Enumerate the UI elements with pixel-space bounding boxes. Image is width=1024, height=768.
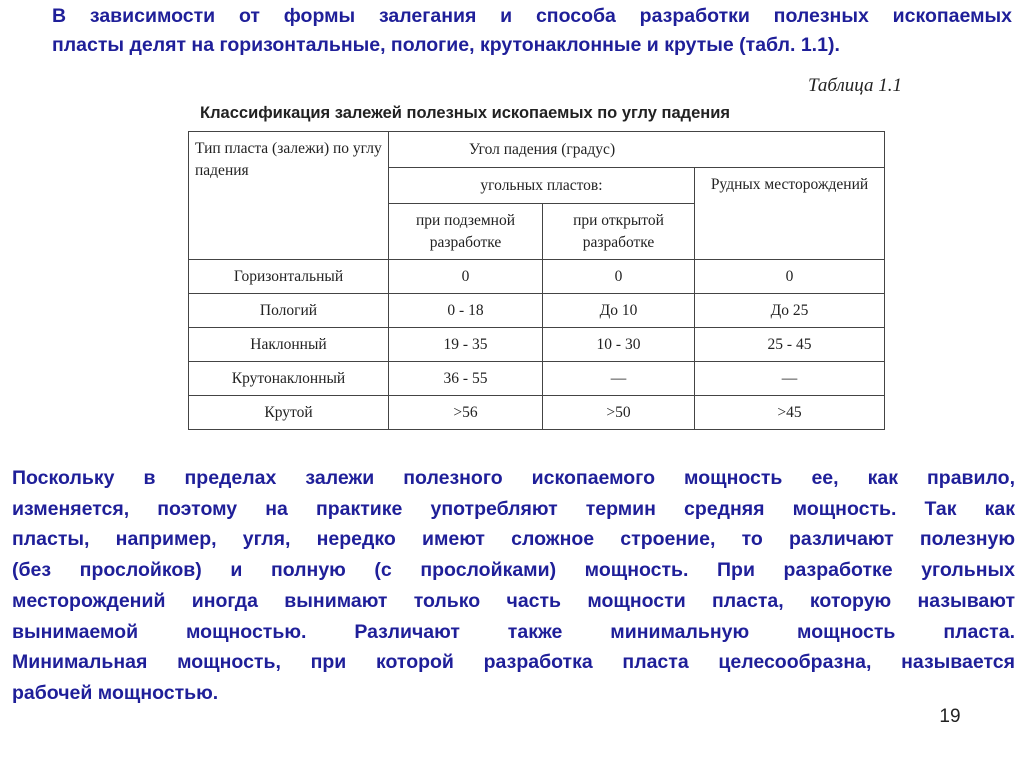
- row-ore: —: [695, 362, 885, 396]
- body-line: рабочей мощностью.: [12, 681, 219, 704]
- row-open-pit: >50: [543, 396, 695, 430]
- table-row: [189, 328, 885, 362]
- header-open-pit: при открытой разработке: [543, 204, 695, 260]
- table-row: [189, 260, 885, 294]
- header-ore: Рудных месторождений: [695, 168, 885, 260]
- row-type: Горизонтальный: [189, 260, 389, 294]
- page-number: 19: [939, 706, 961, 727]
- row-open-pit: 0: [543, 260, 695, 294]
- row-type: Пологий: [189, 294, 389, 328]
- table-number: Таблица 1.1: [808, 75, 902, 96]
- row-underground: 0 - 18: [389, 294, 543, 328]
- body-line: пласты, например, угля, нередко имеют сложное строение, то различают полезную: [12, 528, 1015, 551]
- body-line: вынимаемой мощностью. Различают также минимальную мощность пласта.: [12, 620, 1015, 643]
- row-underground: 0: [389, 260, 543, 294]
- row-type: Крутой: [189, 396, 389, 430]
- intro-line-1: В зависимости от формы залегания и способа разработки полезных ископаемых: [52, 5, 1012, 27]
- body-line: изменяется, поэтому на практике употребляют термин средняя мощность. Так как: [12, 497, 1015, 520]
- body-paragraph: [12, 463, 1015, 709]
- row-type: Наклонный: [189, 328, 389, 362]
- header-coal: угольных пластов:: [389, 168, 695, 204]
- header-type: Тип пласта (залежи) по углу падения: [189, 132, 389, 260]
- row-type: Крутонаклонный: [189, 362, 389, 396]
- row-open-pit: До 10: [543, 294, 695, 328]
- row-underground: >56: [389, 396, 543, 430]
- intro-line-2: пласты делят на горизонтальные, пологие, крутонаклонные и крутые (табл. 1.1).: [52, 34, 840, 56]
- row-underground: 19 - 35: [389, 328, 543, 362]
- row-ore: До 25: [695, 294, 885, 328]
- header-angle: Угол падения (градус): [389, 132, 885, 168]
- table-caption: Классификация залежей полезных ископаемых по углу падения: [200, 104, 731, 122]
- body-line: Минимальная мощность, при которой разработка пласта целесообразна, называется: [12, 651, 1015, 674]
- body-line: месторождений иногда вынимают только часть мощности пласта, которую называют: [12, 589, 1015, 612]
- row-ore: 25 - 45: [695, 328, 885, 362]
- intro-paragraph: [52, 2, 1012, 60]
- row-open-pit: —: [543, 362, 695, 396]
- classification-table: [188, 131, 885, 430]
- table-row: [189, 362, 885, 396]
- body-line: (без прослойков) и полную (с прослойками) мощность. При разработке угольных: [12, 559, 1015, 582]
- table-row: [189, 396, 885, 430]
- body-line: Поскольку в пределах залежи полезного ископаемого мощность ее, как правило,: [12, 467, 1015, 489]
- table-row: [189, 294, 885, 328]
- row-open-pit: 10 - 30: [543, 328, 695, 362]
- row-ore: 0: [695, 260, 885, 294]
- header-underground: при подземной разработке: [389, 204, 543, 260]
- row-underground: 36 - 55: [389, 362, 543, 396]
- row-ore: >45: [695, 396, 885, 430]
